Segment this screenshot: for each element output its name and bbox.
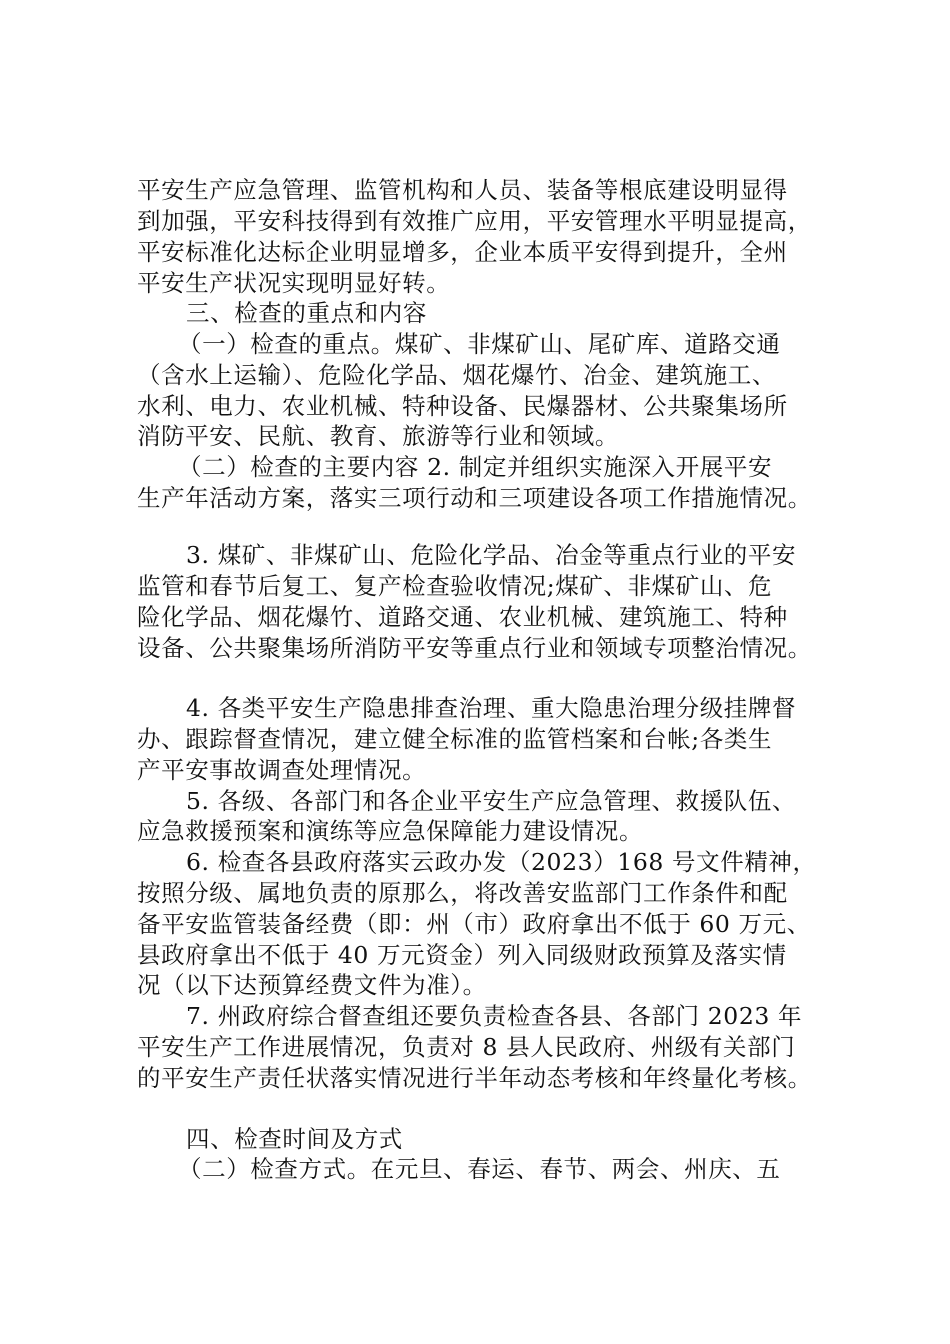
- text-line: 县政府拿出不低于 40 万元资金）列入同级财政预算及落实情: [137, 941, 787, 969]
- text-line: 应急救援预案和演练等应急保障能力建设情况。: [137, 817, 644, 845]
- text-line: 平安生产应急管理、监管机构和人员、装备等根底建设明显得: [137, 176, 788, 204]
- text-line: 3. 煤矿、非煤矿山、危险化学品、冶金等重点行业的平安: [186, 541, 797, 569]
- text-line: 险化学品、烟花爆竹、道路交通、农业机械、建筑施工、特种: [137, 603, 788, 631]
- text-line: 产平安事故调查处理情况。: [137, 756, 427, 784]
- text-line: 况（以下达预算经费文件为准）。: [137, 971, 487, 999]
- text-line: 7. 州政府综合督查组还要负责检查各县、各部门 2023 年: [186, 1002, 803, 1030]
- text-line: 的平安生产责任状落实情况进行半年动态考核和年终量化考核。: [137, 1064, 812, 1092]
- section-heading: 三、检查的重点和内容: [186, 299, 427, 327]
- text-line: 水利、电力、农业机械、特种设备、民爆器材、公共聚集场所: [137, 392, 788, 420]
- text-line: 平安生产工作进展情况，负责对 8 县人民政府、州级有关部门: [137, 1033, 796, 1061]
- text-line: （二）检查的主要内容 2. 制定并组织实施深入开展平安: [178, 453, 773, 481]
- text-line: 6. 检查各县政府落实云政办发（2023）168 号文件精神，: [186, 848, 817, 876]
- text-line: （一）检查的重点。煤矿、非煤矿山、尾矿库、道路交通: [178, 330, 781, 358]
- text-line: 4. 各类平安生产隐患排查治理、重大隐患治理分级挂牌督: [186, 694, 797, 722]
- text-line: 备平安监管装备经费（即：州（市）政府拿出不低于 60 万元、: [137, 910, 811, 938]
- text-line: （含水上运输）、危险化学品、烟花爆竹、冶金、建筑施工、: [137, 361, 776, 389]
- text-line: 生产年活动方案，落实三项行动和三项建设各项工作措施情况。: [137, 484, 812, 512]
- text-line: 平安标准化达标企业明显增多，企业本质平安得到提升，全州: [137, 238, 788, 266]
- text-line: 按照分级、属地负责的原那么，将改善安监部门工作条件和配: [137, 879, 788, 907]
- text-line: 5. 各级、各部门和各企业平安生产应急管理、救援队伍、: [186, 787, 797, 815]
- text-line: 平安生产状况实现明显好转。: [137, 269, 451, 297]
- text-line: （二）检查方式。在元旦、春运、春节、两会、州庆、五: [178, 1155, 781, 1183]
- text-line: 消防平安、民航、教育、旅游等行业和领域。: [137, 422, 619, 450]
- section-heading: 四、检查时间及方式: [186, 1125, 403, 1153]
- text-line: 监管和春节后复工、复产检查验收情况;煤矿、非煤矿山、危: [137, 572, 773, 600]
- text-line: 办、跟踪督查情况，建立健全标准的监管档案和台帐;各类生: [137, 725, 773, 753]
- text-line: 设备、公共聚集场所消防平安等重点行业和领域专项整治情况。: [137, 634, 812, 662]
- text-line: 到加强，平安科技得到有效推广应用，平安管理水平明显提高，: [137, 207, 812, 235]
